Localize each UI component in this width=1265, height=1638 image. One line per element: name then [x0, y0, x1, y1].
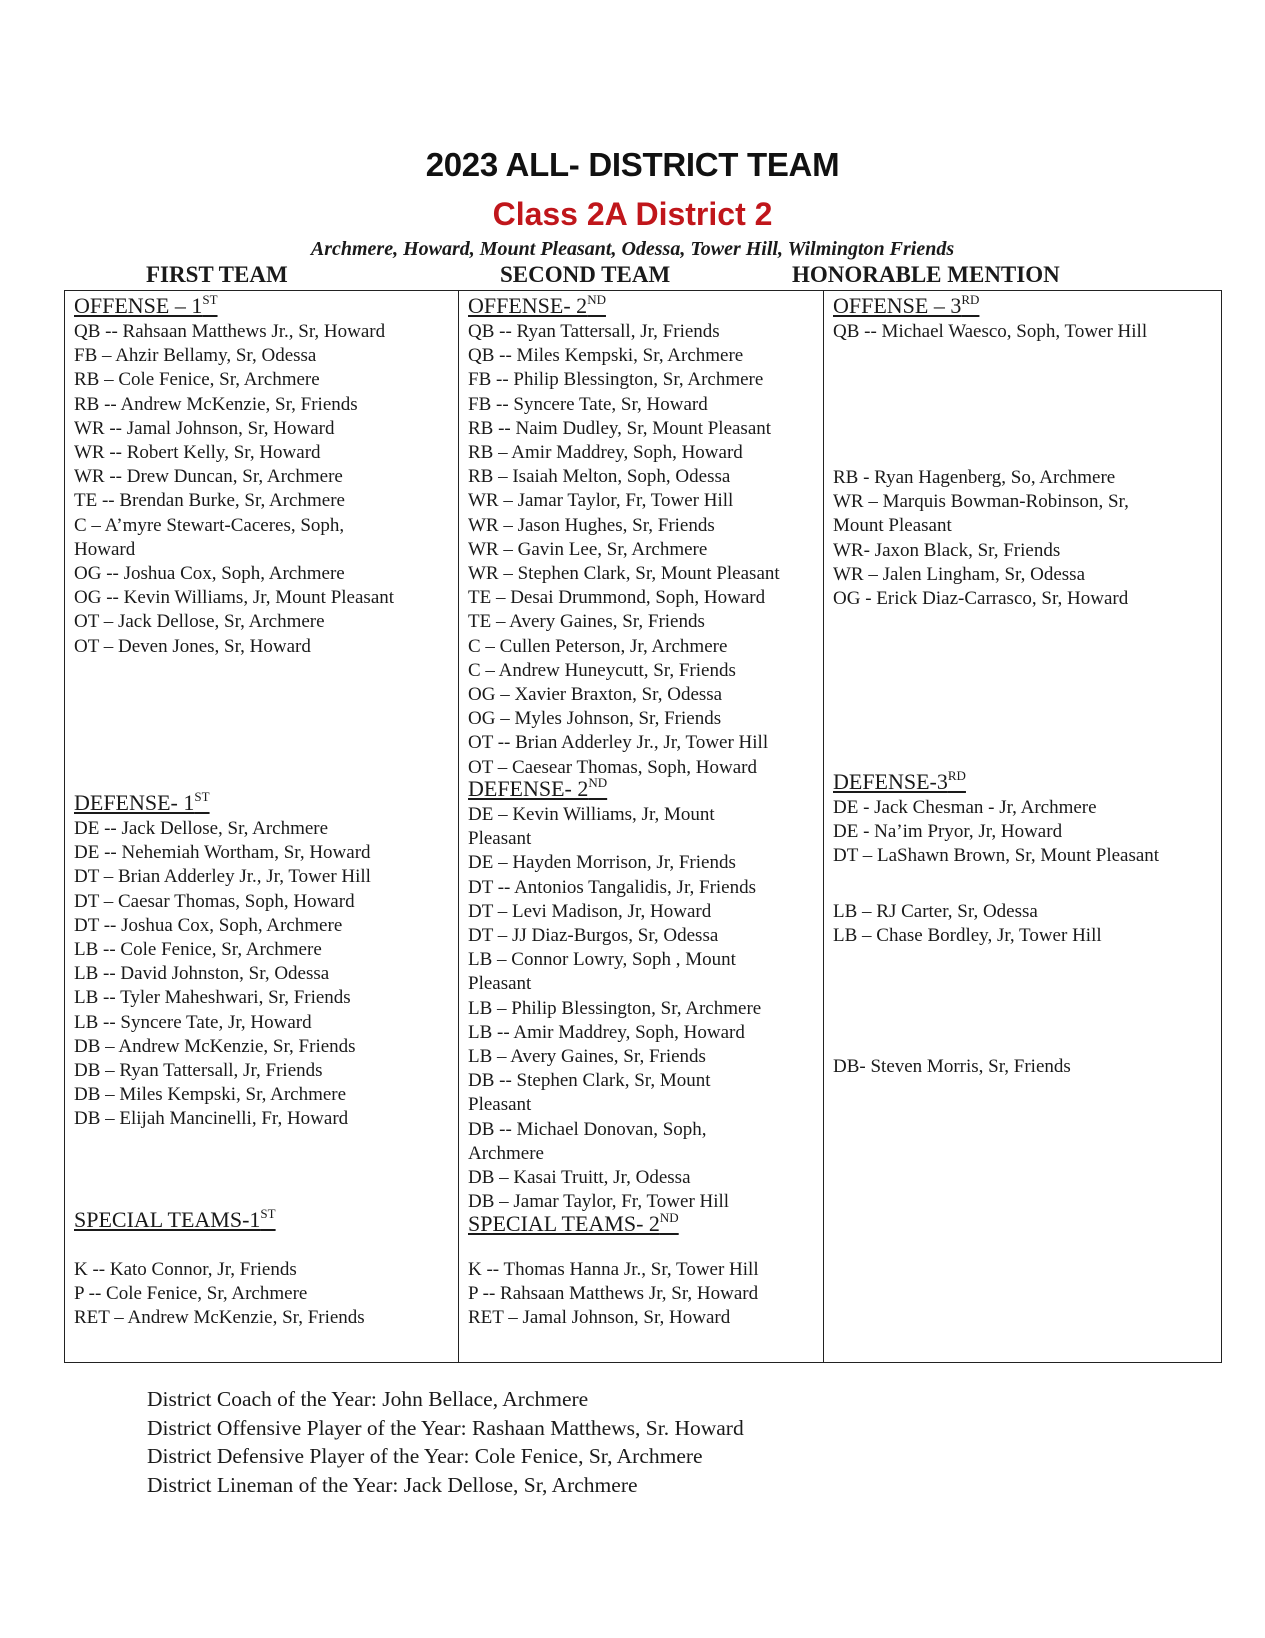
column-header-first-team: FIRST TEAM	[146, 262, 288, 287]
section-title: OFFENSE- 2ND	[468, 292, 606, 318]
honorable-linebackers	[833, 900, 1102, 948]
player-line: OG -- Joshua Cox, Soph, Archmere	[74, 563, 345, 585]
player-line: DB – Miles Kempski, Sr, Archmere	[74, 1084, 347, 1106]
player-line: DB – Ryan Tattersall, Jr, Friends	[74, 1060, 323, 1082]
first-team-special-teams	[74, 1202, 365, 1331]
player-line: QB -- Rahsaan Matthews Jr., Sr, Howard	[74, 321, 386, 342]
player-line: OT -- Brian Adderley Jr., Jr, Tower Hill	[468, 732, 769, 754]
second-team-special-teams	[468, 1206, 759, 1331]
player-list	[468, 320, 780, 780]
section-title: SPECIAL TEAMS- 2ND	[468, 1210, 679, 1236]
player-line: WR – Jamar Taylor, Fr, Tower Hill	[468, 490, 734, 512]
player-line: OG - Erick Diaz-Carrasco, Sr, Howard	[833, 588, 1129, 610]
player-line: LB – Avery Gaines, Sr, Friends	[468, 1046, 706, 1068]
player-line: DE – Hayden Morrison, Jr, Friends	[468, 852, 736, 874]
player-list	[833, 900, 1102, 948]
player-line: RB -- Naim Dudley, Sr, Mount Pleasant	[468, 417, 772, 439]
player-line: DE - Jack Chesman - Jr, Archmere	[833, 797, 1097, 818]
player-line: Pleasant	[468, 973, 532, 995]
player-line: LB – Chase Bordley, Jr, Tower Hill	[833, 925, 1102, 947]
honorable-offense-continued	[833, 466, 1129, 611]
player-line: Pleasant	[468, 1094, 532, 1116]
section-title: OFFENSE – 3RD	[833, 292, 980, 318]
player-line: QB -- Miles Kempski, Sr, Archmere	[468, 345, 744, 367]
column-divider	[458, 290, 459, 1363]
player-line: LB -- Syncere Tate, Jr, Howard	[74, 1011, 312, 1033]
player-line: LB -- David Johnston, Sr, Odessa	[74, 963, 330, 985]
player-list	[74, 817, 371, 1132]
player-line: OG – Myles Johnson, Sr, Friends	[468, 708, 722, 730]
player-line: QB -- Ryan Tattersall, Jr, Friends	[468, 321, 720, 342]
player-line: DT -- Antonios Tangalidis, Jr, Friends	[468, 876, 757, 898]
player-line: RET – Andrew McKenzie, Sr, Friends	[74, 1307, 365, 1329]
player-line: DB -- Michael Donovan, Soph,	[468, 1118, 707, 1140]
player-line: TE – Desai Drummond, Soph, Howard	[468, 587, 766, 609]
player-line: DE -- Jack Dellose, Sr, Archmere	[74, 818, 329, 839]
player-line: OT – Jack Dellose, Sr, Archmere	[74, 611, 325, 633]
player-line: DT – JJ Diaz-Burgos, Sr, Odessa	[468, 925, 719, 947]
column-header-honorable-mention: HONORABLE MENTION	[792, 262, 1060, 287]
player-line: Archmere	[468, 1142, 544, 1164]
player-line: RB – Amir Maddrey, Soph, Howard	[468, 442, 743, 464]
player-line: RB – Isaiah Melton, Soph, Odessa	[468, 466, 731, 488]
player-line: DB -- Stephen Clark, Sr, Mount	[468, 1070, 711, 1092]
player-line: DE – Kevin Williams, Jr, Mount	[468, 804, 715, 825]
player-line: DE -- Nehemiah Wortham, Sr, Howard	[74, 842, 371, 864]
player-line: WR – Jason Hughes, Sr, Friends	[468, 514, 715, 536]
player-line: TE – Avery Gaines, Sr, Friends	[468, 611, 705, 633]
player-line: C – A’myre Stewart-Caceres, Soph,	[74, 514, 345, 536]
player-line: DB – Andrew McKenzie, Sr, Friends	[74, 1035, 356, 1057]
player-line: P -- Rahsaan Matthews Jr, Sr, Howard	[468, 1283, 759, 1305]
player-line: WR -- Jamal Johnson, Sr, Howard	[74, 417, 335, 439]
section-title: DEFENSE- 2ND	[468, 775, 608, 801]
player-line: WR – Jalen Lingham, Sr, Odessa	[833, 563, 1086, 585]
award-lineman: District Lineman of the Year: Jack Dellose, Sr, Archmere	[147, 1472, 638, 1497]
player-line: WR- Jaxon Black, Sr, Friends	[833, 539, 1061, 561]
player-list	[468, 803, 761, 1214]
player-line: WR -- Drew Duncan, Sr, Archmere	[74, 466, 343, 488]
player-line: DB- Steven Morris, Sr, Friends	[833, 1056, 1071, 1077]
player-line: C – Cullen Peterson, Jr, Archmere	[468, 635, 728, 657]
page-subtitle: Class 2A District 2	[492, 196, 773, 232]
player-line: Howard	[74, 538, 136, 560]
player-line: Pleasant	[468, 828, 532, 850]
schools-list: Archmere, Howard, Mount Pleasant, Odessa, Tower Hill, Wilmington Friends	[310, 238, 955, 260]
player-line: DB – Jamar Taylor, Fr, Tower Hill	[468, 1191, 730, 1213]
section-title: OFFENSE – 1ST	[74, 292, 218, 318]
first-team-defense	[74, 785, 371, 1132]
player-line: K -- Thomas Hanna Jr., Sr, Tower Hill	[468, 1259, 759, 1280]
player-line: RB – Cole Fenice, Sr, Archmere	[74, 369, 320, 391]
player-line: DB – Kasai Truitt, Jr, Odessa	[468, 1167, 691, 1189]
honorable-offense	[833, 288, 1147, 344]
column-divider	[823, 290, 824, 1363]
player-line: LB -- Amir Maddrey, Soph, Howard	[468, 1021, 745, 1043]
section-title: DEFENSE-3RD	[833, 768, 966, 794]
column-header-second-team: SECOND TEAM	[500, 262, 671, 287]
player-line: OG – Xavier Braxton, Sr, Odessa	[468, 684, 723, 706]
player-line: WR – Gavin Lee, Sr, Archmere	[468, 538, 708, 560]
player-line: DT – Levi Madison, Jr, Howard	[468, 900, 712, 922]
player-list	[74, 1258, 365, 1331]
player-line: FB – Ahzir Bellamy, Sr, Odessa	[74, 345, 317, 367]
awards-list	[147, 1385, 744, 1499]
player-line: DB – Elijah Mancinelli, Fr, Howard	[74, 1108, 349, 1130]
player-line: RB - Ryan Hagenberg, So, Archmere	[833, 467, 1116, 488]
player-line: OG -- Kevin Williams, Jr, Mount Pleasant	[74, 587, 395, 609]
first-team-offense	[74, 288, 394, 659]
player-line: LB -- Tyler Maheshwari, Sr, Friends	[74, 987, 351, 1009]
honorable-defense	[833, 764, 1159, 869]
player-list	[468, 1258, 759, 1331]
player-line: WR – Marquis Bowman-Robinson, Sr,	[833, 491, 1129, 513]
award-defensive-player: District Defensive Player of the Year: Cole Fenice, Sr, Archmere	[147, 1444, 703, 1468]
player-line: WR – Stephen Clark, Sr, Mount Pleasant	[468, 563, 780, 585]
player-line: FB -- Philip Blessington, Sr, Archmere	[468, 369, 764, 391]
player-list	[833, 466, 1129, 611]
player-line: DT -- Joshua Cox, Soph, Archmere	[74, 914, 343, 936]
player-line: TE -- Brendan Burke, Sr, Archmere	[74, 490, 345, 512]
player-line: Mount Pleasant	[833, 515, 952, 537]
award-coach: District Coach of the Year: John Bellace, Archmere	[147, 1387, 589, 1411]
player-list	[833, 796, 1159, 869]
player-line: OT – Caesear Thomas, Soph, Howard	[468, 756, 757, 778]
player-line: DT – LaShawn Brown, Sr, Mount Pleasant	[833, 845, 1160, 867]
player-line: C – Andrew Huneycutt, Sr, Friends	[468, 659, 736, 681]
player-line: LB – Philip Blessington, Sr, Archmere	[468, 997, 762, 1019]
second-team-offense	[468, 288, 780, 780]
award-offensive-player: District Offensive Player of the Year: Rashaan Matthews, Sr. Howard	[147, 1415, 744, 1440]
player-line: RET – Jamal Johnson, Sr, Howard	[468, 1307, 731, 1329]
player-line: LB -- Cole Fenice, Sr, Archmere	[74, 939, 322, 961]
player-list	[74, 320, 394, 659]
player-line: DE - Na’im Pryor, Jr, Howard	[833, 821, 1063, 843]
player-line: FB -- Syncere Tate, Sr, Howard	[468, 393, 708, 415]
player-line: K -- Kato Connor, Jr, Friends	[74, 1259, 297, 1280]
player-line: LB – Connor Lowry, Soph , Mount	[468, 949, 736, 971]
page-title: 2023 ALL- DISTRICT TEAM	[425, 146, 840, 183]
player-line: LB – RJ Carter, Sr, Odessa	[833, 901, 1038, 922]
player-line: RB -- Andrew McKenzie, Sr, Friends	[74, 393, 358, 415]
honorable-defensive-back	[833, 1055, 1071, 1079]
second-team-defense	[468, 771, 761, 1214]
section-title: DEFENSE- 1ST	[74, 789, 210, 815]
player-line: QB -- Michael Waesco, Soph, Tower Hill	[833, 321, 1148, 342]
player-line: P -- Cole Fenice, Sr, Archmere	[74, 1283, 308, 1305]
player-line: DT – Brian Adderley Jr., Jr, Tower Hill	[74, 866, 371, 888]
player-line: DT – Caesar Thomas, Soph, Howard	[74, 890, 355, 912]
section-title: SPECIAL TEAMS-1ST	[74, 1206, 276, 1232]
player-line: WR -- Robert Kelly, Sr, Howard	[74, 442, 321, 464]
player-line: OT – Deven Jones, Sr, Howard	[74, 635, 311, 657]
